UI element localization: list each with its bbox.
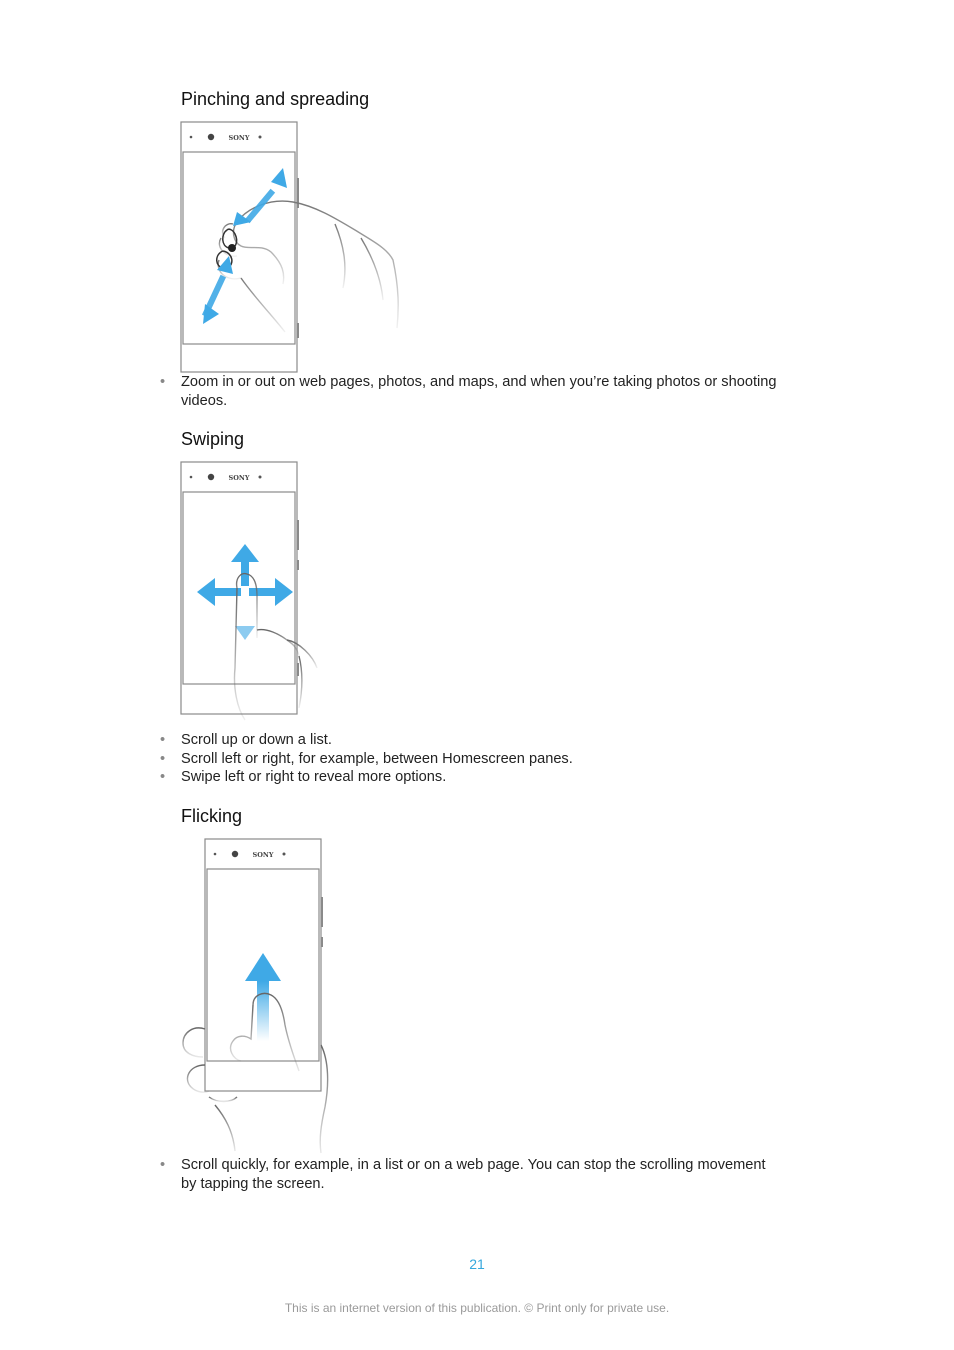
phone-brand-logo: SONY: [252, 851, 274, 859]
section-heading-swiping: Swiping: [181, 429, 245, 449]
footer-note: This is an internet version of this publication. © Print only for private use.: [284, 1301, 670, 1315]
bullet-list-swiping: [160, 731, 780, 787]
phone-brand-logo: SONY: [228, 134, 250, 142]
swipe-arrows: [197, 544, 293, 640]
section-heading-flicking: Flicking: [181, 806, 243, 826]
pinch-arrows: [202, 168, 287, 324]
flick-arrow: [245, 953, 281, 1041]
swipe-illustration: [175, 458, 350, 723]
phone-brand-logo: SONY: [228, 474, 250, 482]
page-number: 21: [469, 1256, 485, 1272]
phone-outline: [181, 122, 298, 372]
bullet-list-flicking: [160, 1156, 780, 1193]
list-item: • Scroll left or right, for example, between Homescreen panes.: [160, 750, 780, 769]
list-item: • Swipe left or right to reveal more options.: [160, 768, 780, 787]
section-heading-pinching: Pinching and spreading: [181, 89, 370, 109]
list-item: • Scroll quickly, for example, in a list or on a web page. You can stop the scrolling movement by tapping the screen.: [160, 1156, 780, 1193]
flick-illustration: [175, 835, 345, 1155]
pinch-spread-illustration: [175, 118, 415, 378]
list-item: • Scroll up or down a list.: [160, 731, 780, 750]
bullet-list-pinching: [160, 373, 780, 410]
list-item: • Zoom in or out on web pages, photos, and maps, and when you’re taking photos or shooting videos.: [160, 373, 780, 410]
touch-point: [228, 244, 236, 252]
